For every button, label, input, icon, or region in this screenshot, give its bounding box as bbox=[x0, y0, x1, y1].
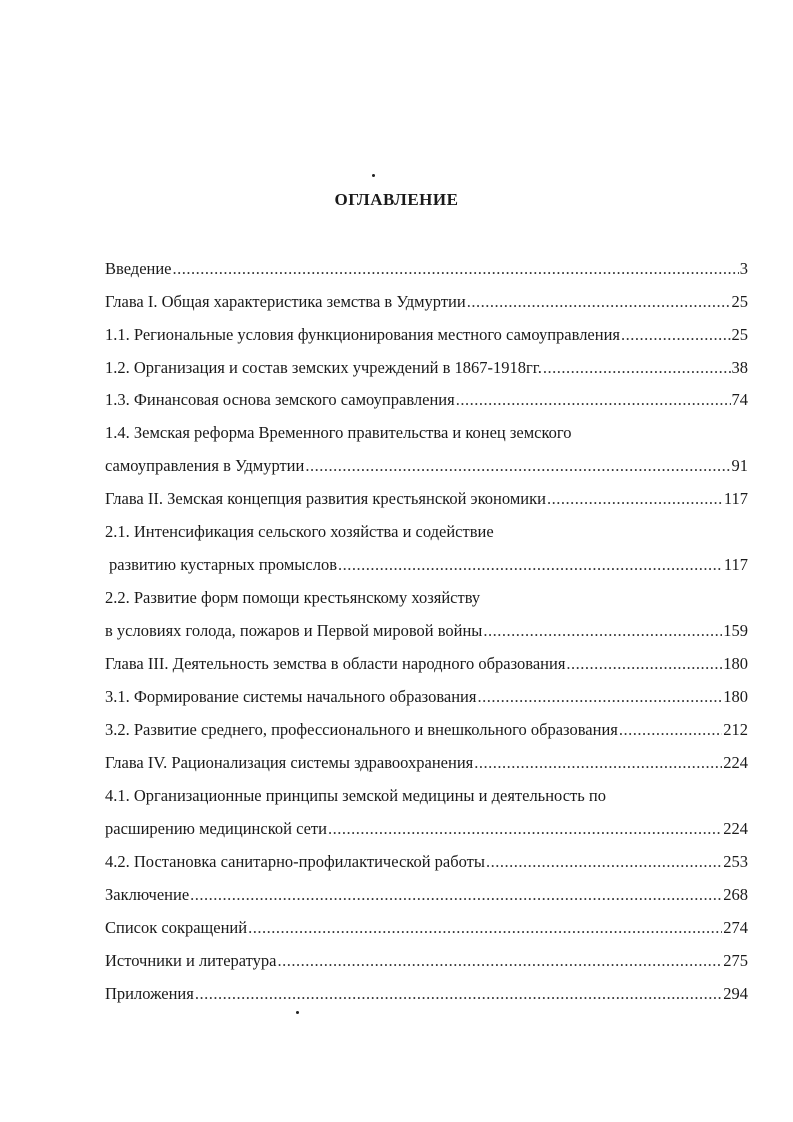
toc-entry-appendices[interactable] bbox=[105, 982, 748, 1004]
toc-entry-label: Заключение bbox=[105, 885, 190, 904]
toc-page-number: 74 bbox=[731, 390, 748, 409]
toc-entry-section-3-1[interactable] bbox=[105, 685, 748, 707]
toc-entry-section-1-2[interactable] bbox=[105, 356, 748, 378]
toc-entry-label: 4.2. Постановка санитарно-профилактической работы bbox=[105, 852, 485, 871]
toc-leader-dots bbox=[566, 654, 722, 674]
toc-page-number: 224 bbox=[723, 753, 748, 772]
toc-entry-label: Глава IV. Рационализация системы здравоохранения bbox=[105, 753, 474, 772]
toc-entry-label: Приложения bbox=[105, 984, 194, 1003]
toc-entry-label: Введение bbox=[105, 259, 172, 278]
toc-page-number: 212 bbox=[723, 720, 748, 739]
toc-entry-section-4-2[interactable] bbox=[105, 850, 748, 872]
toc-leader-dots bbox=[467, 292, 731, 312]
toc-entry-chapter-2[interactable] bbox=[105, 487, 748, 509]
toc-leader-dots bbox=[248, 918, 722, 938]
toc-leader-dots bbox=[547, 489, 723, 509]
toc-entry-sources[interactable] bbox=[105, 949, 748, 971]
toc-page-number: 224 bbox=[723, 819, 748, 838]
toc-page-number: 91 bbox=[731, 456, 748, 475]
toc-entry-section-4-1[interactable] bbox=[105, 784, 748, 806]
toc-entry-chapter-3[interactable] bbox=[105, 652, 748, 674]
toc-entry-section-1-3[interactable] bbox=[105, 388, 748, 410]
toc-entry-label: Список сокращений bbox=[105, 918, 248, 937]
toc-entry-conclusion[interactable] bbox=[105, 883, 748, 905]
toc-entry-section-1-1[interactable] bbox=[105, 323, 748, 345]
scan-speck bbox=[372, 174, 375, 177]
toc-entry-chapter-1[interactable] bbox=[105, 290, 748, 312]
toc-page-number: 38 bbox=[731, 358, 748, 377]
toc-leader-dots bbox=[543, 358, 731, 378]
toc-entry-label: 2.2. Развитие форм помощи крестьянскому хозяйству bbox=[105, 588, 481, 607]
toc-entry-label: расширению медицинской сети bbox=[105, 819, 327, 838]
toc-entry-label: 1.2. Организация и состав земских учреждений в 1867-1918гг. bbox=[105, 358, 542, 377]
toc-page-number: 159 bbox=[723, 621, 748, 640]
toc-leader-dots bbox=[486, 852, 722, 872]
toc-entry-section-4-1-cont[interactable] bbox=[105, 817, 748, 839]
toc-page-number: 275 bbox=[723, 951, 748, 970]
toc-leader-dots bbox=[173, 259, 739, 279]
toc-leader-dots bbox=[477, 687, 722, 707]
toc-leader-dots bbox=[328, 819, 722, 839]
toc-leader-dots bbox=[190, 885, 722, 905]
toc-entry-label: 1.4. Земская реформа Временного правительства и конец земского bbox=[105, 423, 572, 442]
toc-leader-dots bbox=[474, 753, 722, 773]
toc-page-number: 274 bbox=[723, 918, 748, 937]
toc-page-number: 253 bbox=[723, 852, 748, 871]
toc-entry-label: 1.1. Региональные условия функционирования местного самоуправления bbox=[105, 325, 621, 344]
toc-entry-section-1-4[interactable] bbox=[105, 421, 748, 443]
toc-entry-abbreviations[interactable] bbox=[105, 916, 748, 938]
toc-entry-label: Глава I. Общая характеристика земства в Удмуртии bbox=[105, 292, 466, 311]
toc-entry-chapter-4[interactable] bbox=[105, 751, 748, 773]
toc-leader-dots bbox=[621, 325, 730, 345]
toc-entry-introduction[interactable] bbox=[105, 257, 748, 279]
toc-entry-section-2-1[interactable] bbox=[105, 520, 748, 542]
toc-page-number: 180 bbox=[723, 654, 748, 673]
toc-entry-label: в условиях голода, пожаров и Первой мировой войны bbox=[105, 621, 483, 640]
toc-page-number: 268 bbox=[723, 885, 748, 904]
toc-entry-section-1-4-cont[interactable] bbox=[105, 454, 748, 476]
toc-page-number: 117 bbox=[723, 555, 748, 574]
toc-page-number: 25 bbox=[731, 325, 748, 344]
toc-leader-dots bbox=[195, 984, 722, 1004]
toc-entry-label: 3.1. Формирование системы начального образования bbox=[105, 687, 477, 706]
toc-entry-label: Источники и литература bbox=[105, 951, 277, 970]
toc-leader-dots bbox=[619, 720, 722, 740]
toc-entry-label: Глава II. Земская концепция развития крестьянской экономики bbox=[105, 489, 546, 508]
toc-entry-label: 2.1. Интенсификация сельского хозяйства и содействие bbox=[105, 522, 494, 541]
toc-entry-label: самоуправления в Удмуртии bbox=[105, 456, 305, 475]
toc-leader-dots bbox=[278, 951, 723, 971]
toc-page-number: 180 bbox=[723, 687, 748, 706]
toc-page-number: 117 bbox=[723, 489, 748, 508]
scan-speck bbox=[296, 1011, 299, 1014]
toc-page-number: 3 bbox=[739, 259, 748, 278]
toc-leader-dots bbox=[305, 456, 730, 476]
toc-page-number: 294 bbox=[723, 984, 748, 1003]
toc-entry-section-3-2[interactable] bbox=[105, 718, 748, 740]
toc-leader-dots bbox=[338, 555, 723, 575]
toc-entry-label: 4.1. Организационные принципы земской медицины и деятельность по bbox=[105, 786, 606, 805]
toc-entry-label: 3.2. Развитие среднего, профессионального и внешкольного образования bbox=[105, 720, 618, 739]
toc-page-number: 25 bbox=[731, 292, 748, 311]
toc-entry-label: Глава III. Деятельность земства в области народного образования bbox=[105, 654, 566, 673]
toc-leader-dots bbox=[483, 621, 722, 641]
toc-leader-dots bbox=[456, 390, 731, 410]
toc-entry-label: 1.3. Финансовая основа земского самоуправления bbox=[105, 390, 455, 409]
page-title: ОГЛАВЛЕНИЕ bbox=[334, 190, 459, 209]
toc-entry-section-2-2-cont[interactable] bbox=[105, 619, 748, 641]
toc-entry-section-2-2[interactable] bbox=[105, 586, 748, 608]
toc-entry-label: развитию кустарных промыслов bbox=[109, 555, 337, 574]
toc-entry-section-2-1-cont[interactable] bbox=[105, 553, 748, 575]
